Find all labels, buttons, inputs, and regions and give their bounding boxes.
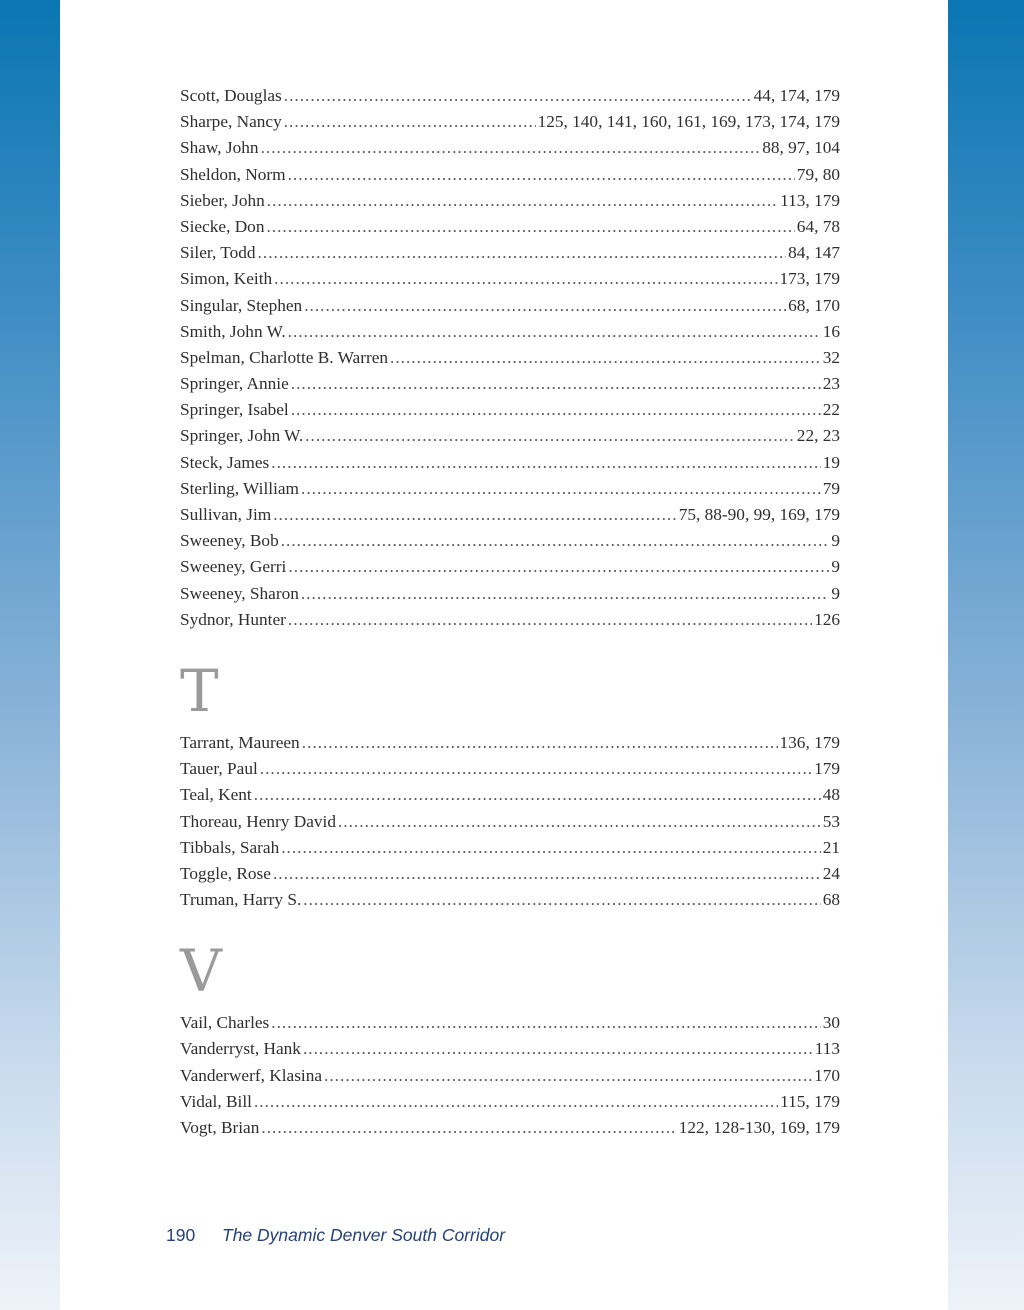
entry-pages: 9 bbox=[831, 531, 840, 551]
dot-leader bbox=[291, 374, 821, 394]
index-entry bbox=[180, 733, 840, 759]
entry-pages: 64, 78 bbox=[796, 216, 840, 236]
entry-pages: 9 bbox=[831, 583, 840, 603]
dot-leader bbox=[254, 1092, 778, 1112]
entry-name: Singular, Stephen bbox=[180, 295, 303, 315]
entry-pages: 113, 179 bbox=[780, 190, 840, 210]
entry-pages: 19 bbox=[822, 452, 840, 472]
entry-pages: 126 bbox=[814, 609, 840, 629]
index-entry bbox=[180, 453, 840, 479]
entry-name: Sweeney, Sharon bbox=[180, 583, 299, 603]
entry-name: Springer, John W. bbox=[180, 426, 304, 446]
index-entry bbox=[180, 400, 840, 426]
entry-name: Springer, Isabel bbox=[180, 400, 289, 420]
index-entry bbox=[180, 1039, 840, 1065]
dot-leader bbox=[304, 296, 786, 316]
entry-pages: 22, 23 bbox=[796, 426, 840, 446]
index-entry bbox=[180, 165, 840, 191]
entry-name: Scott, Douglas bbox=[180, 86, 282, 105]
entry-name: Siecke, Don bbox=[180, 216, 265, 236]
dot-leader bbox=[271, 453, 820, 473]
index-entry bbox=[180, 1092, 840, 1118]
entry-pages: 115, 179 bbox=[780, 1091, 840, 1111]
dot-leader bbox=[338, 812, 821, 832]
entry-name: Sullivan, Jim bbox=[180, 505, 272, 524]
index-entry bbox=[180, 138, 840, 164]
index-entry bbox=[180, 269, 840, 295]
index-entry bbox=[180, 86, 840, 112]
book-page bbox=[60, 0, 948, 1310]
entry-pages: 23 bbox=[822, 374, 840, 394]
entry-name: Vidal, Bill bbox=[180, 1091, 252, 1111]
entry-name: Toggle, Rose bbox=[180, 863, 271, 883]
entry-pages: 170 bbox=[814, 1065, 840, 1085]
section-letter-heading: V bbox=[180, 937, 222, 1006]
dot-leader bbox=[260, 759, 812, 779]
dot-leader bbox=[301, 479, 821, 499]
index-entry bbox=[180, 890, 840, 916]
dot-leader bbox=[288, 322, 821, 342]
dot-leader bbox=[274, 269, 777, 289]
dot-leader bbox=[291, 400, 821, 420]
entry-name: Vanderwerf, Klasina bbox=[180, 1065, 323, 1085]
index-entry bbox=[180, 374, 840, 400]
entry-pages: 179 bbox=[814, 759, 840, 779]
index-entry bbox=[180, 243, 840, 269]
entry-pages: 113 bbox=[814, 1039, 840, 1059]
dot-leader bbox=[273, 864, 821, 884]
dot-leader bbox=[267, 191, 778, 211]
index-entry bbox=[180, 864, 840, 890]
dot-leader bbox=[284, 86, 752, 106]
dot-leader bbox=[302, 733, 778, 753]
page-number: 190 bbox=[166, 1225, 196, 1245]
entry-pages: 84, 147 bbox=[788, 243, 840, 263]
dot-leader bbox=[284, 112, 536, 132]
entry-name: Teal, Kent bbox=[180, 785, 252, 805]
dot-leader bbox=[305, 426, 795, 446]
entry-pages: 88, 97, 104 bbox=[762, 138, 840, 158]
index-entry bbox=[180, 505, 840, 531]
dot-leader bbox=[254, 785, 821, 805]
book-title: The Dynamic Denver South Corridor bbox=[222, 1225, 506, 1245]
index-entry bbox=[180, 584, 840, 610]
index-entry bbox=[180, 191, 840, 217]
dot-leader bbox=[258, 243, 787, 263]
dot-leader bbox=[303, 890, 820, 910]
entry-pages: 9 bbox=[831, 557, 840, 577]
entry-name: Sieber, John bbox=[180, 190, 265, 210]
page-footer bbox=[166, 1225, 505, 1246]
entry-name: Truman, Harry S. bbox=[180, 890, 302, 910]
index-entry bbox=[180, 557, 840, 583]
dot-leader bbox=[273, 505, 676, 525]
index-entry bbox=[180, 610, 840, 636]
entry-pages: 21 bbox=[822, 837, 840, 857]
index-entry bbox=[180, 348, 840, 374]
dot-leader bbox=[281, 838, 821, 858]
index-entry bbox=[180, 531, 840, 557]
dot-leader bbox=[288, 610, 812, 630]
entry-pages: 173, 179 bbox=[779, 269, 840, 289]
index-entry bbox=[180, 296, 840, 322]
dot-leader bbox=[281, 531, 830, 551]
entry-pages: 122, 128-130, 169, 179 bbox=[678, 1118, 840, 1137]
index-entry bbox=[180, 759, 840, 785]
dot-leader bbox=[288, 165, 795, 185]
index-entry bbox=[180, 322, 840, 348]
dot-leader bbox=[266, 217, 794, 237]
entry-pages: 48 bbox=[822, 785, 840, 805]
entry-pages: 79 bbox=[822, 478, 840, 498]
index-entry bbox=[180, 1013, 840, 1039]
entry-pages: 24 bbox=[822, 863, 840, 883]
dot-leader bbox=[288, 557, 829, 577]
entry-name: Steck, James bbox=[180, 452, 270, 472]
entry-pages: 79, 80 bbox=[796, 164, 840, 184]
entry-name: Vogt, Brian bbox=[180, 1118, 260, 1137]
index-entry bbox=[180, 812, 840, 838]
dot-leader bbox=[390, 348, 821, 368]
entry-pages: 75, 88-90, 99, 169, 179 bbox=[678, 505, 840, 524]
entry-name: Sharpe, Nancy bbox=[180, 112, 282, 132]
entry-pages: 68, 170 bbox=[788, 295, 840, 315]
section-letter-heading: T bbox=[180, 656, 219, 725]
index-entry bbox=[180, 1118, 840, 1144]
entry-pages: 16 bbox=[822, 321, 840, 341]
entry-name: Shaw, John bbox=[180, 138, 259, 158]
index-entry bbox=[180, 838, 840, 864]
entry-pages: 68 bbox=[822, 890, 840, 910]
entry-name: Thoreau, Henry David bbox=[180, 811, 336, 831]
entry-pages: 125, 140, 141, 160, 161, 169, 173, 174, 179 bbox=[537, 112, 840, 132]
entry-pages: 30 bbox=[822, 1013, 840, 1033]
entry-name: Sydnor, Hunter bbox=[180, 609, 286, 629]
index-entry bbox=[180, 217, 840, 243]
entry-name: Simon, Keith bbox=[180, 269, 273, 289]
entry-pages: 32 bbox=[822, 347, 840, 367]
entry-name: Vail, Charles bbox=[180, 1013, 270, 1033]
entry-pages: 44, 174, 179 bbox=[753, 86, 840, 105]
dot-leader bbox=[261, 138, 761, 158]
entry-name: Smith, John W. bbox=[180, 321, 286, 341]
dot-leader bbox=[303, 1039, 813, 1059]
entry-name: Tibbals, Sarah bbox=[180, 837, 280, 857]
dot-leader bbox=[324, 1066, 812, 1086]
index-entry bbox=[180, 1066, 840, 1092]
entry-name: Sheldon, Norm bbox=[180, 164, 286, 184]
index-entry bbox=[180, 426, 840, 452]
index-entry bbox=[180, 785, 840, 811]
index-entry bbox=[180, 479, 840, 505]
entry-name: Springer, Annie bbox=[180, 374, 289, 394]
entry-pages: 53 bbox=[822, 811, 840, 831]
entry-name: Tarrant, Maureen bbox=[180, 732, 300, 752]
entry-pages: 136, 179 bbox=[779, 732, 840, 752]
dot-leader bbox=[261, 1118, 676, 1138]
entry-name: Tauer, Paul bbox=[180, 759, 258, 779]
entry-name: Spelman, Charlotte B. Warren bbox=[180, 347, 389, 367]
entry-name: Sweeney, Gerri bbox=[180, 557, 287, 577]
entry-pages: 22 bbox=[822, 400, 840, 420]
entry-name: Siler, Todd bbox=[180, 243, 256, 263]
entry-name: Sterling, William bbox=[180, 478, 299, 498]
dot-leader bbox=[301, 584, 830, 604]
entry-name: Vanderryst, Hank bbox=[180, 1039, 301, 1059]
entry-name: Sweeney, Bob bbox=[180, 531, 279, 551]
dot-leader bbox=[271, 1013, 820, 1033]
index-entry bbox=[180, 112, 840, 138]
name-index bbox=[180, 86, 840, 1144]
